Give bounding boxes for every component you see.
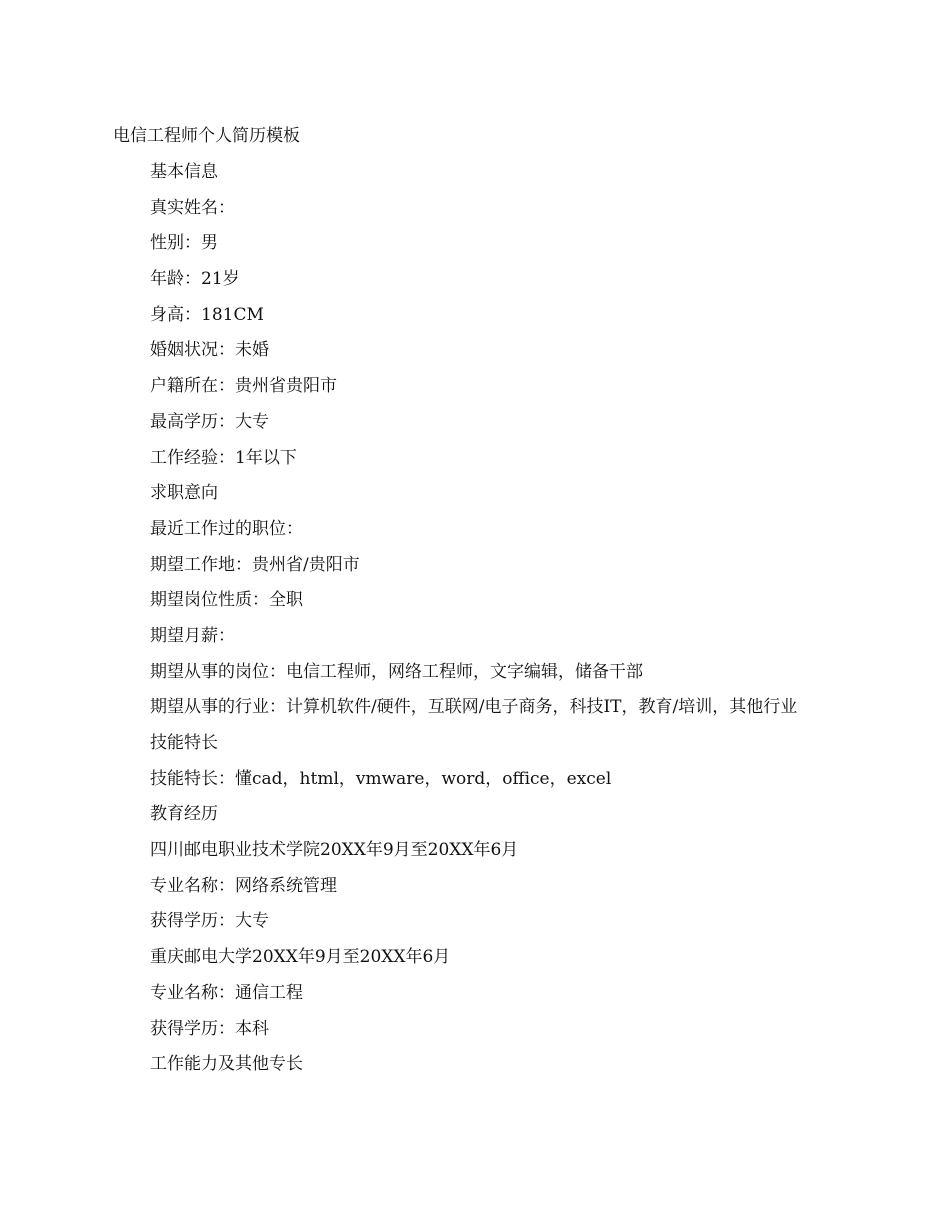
section-heading-skills: 技能特长 [150, 733, 218, 753]
field-recent-position: 最近工作过的职位： [150, 518, 303, 539]
education-entry-degree-1: 获得学历：大专 [150, 911, 269, 932]
field-expected-industries: 期望从事的行业：计算机软件/硬件，互联网/电子商务，科技IT，教育/培训，其他行业 [150, 697, 798, 718]
section-heading-job-intention: 求职意向 [150, 483, 218, 504]
document-body [113, 161, 838, 1089]
field-expected-salary: 期望月薪： [150, 625, 235, 646]
field-height: 身高：181CM [150, 304, 264, 325]
section-heading-basic-info: 基本信息 [150, 162, 218, 182]
field-gender: 性别：男 [150, 233, 218, 254]
education-entry-major-1: 专业名称：网络系统管理 [150, 875, 337, 896]
education-entry-degree-2: 获得学历：本科 [150, 1018, 269, 1039]
field-real-name: 真实姓名： [150, 197, 235, 218]
field-age: 年龄：21岁 [150, 269, 240, 290]
field-work-experience: 工作经验：1年以下 [150, 447, 297, 468]
field-skills: 技能特长：懂cad，html，vmware，word，office，excel [150, 768, 612, 789]
field-household-registration: 户籍所在：贵州省贵阳市 [150, 376, 337, 397]
education-entry-school-2: 重庆邮电大学20XX年9月至20XX年6月 [150, 947, 451, 968]
field-expected-job-type: 期望岗位性质：全职 [150, 590, 303, 611]
field-expected-location: 期望工作地：贵州省/贵阳市 [150, 554, 360, 575]
education-entry-major-2: 专业名称：通信工程 [150, 982, 303, 1003]
field-marital-status: 婚姻状况：未婚 [150, 340, 269, 361]
education-entry-school-1: 四川邮电职业技术学院20XX年9月至20XX年6月 [150, 840, 519, 861]
section-heading-abilities: 工作能力及其他专长 [150, 1054, 303, 1075]
section-heading-education: 教育经历 [150, 804, 218, 825]
field-highest-education: 最高学历：大专 [150, 411, 269, 432]
document-title: 电信工程师个人简历模板 [113, 126, 300, 146]
field-expected-positions: 期望从事的岗位：电信工程师，网络工程师，文字编辑，储备干部 [150, 661, 643, 682]
